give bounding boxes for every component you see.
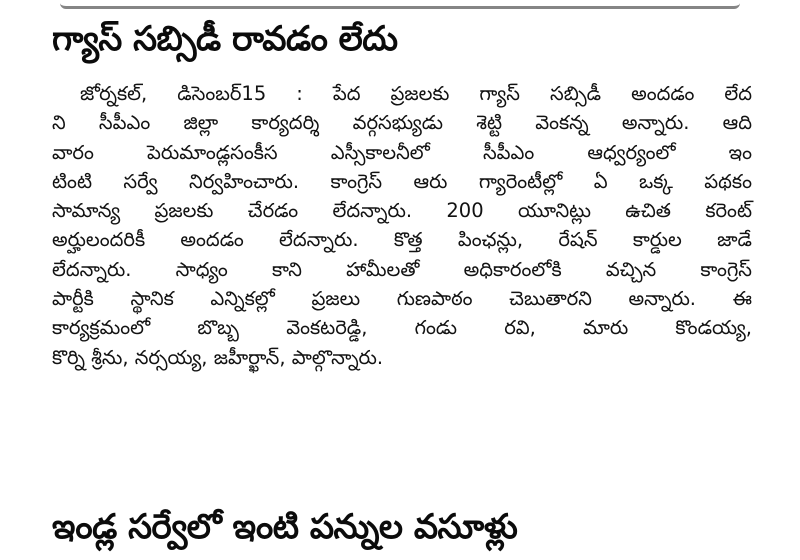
clipped-text-fragment: [60, 0, 740, 9]
article-line: ని సీపీఎం జిల్లా కార్యదర్శి వర్గసభ్యుడు శెట్టి వెంకన్న అన్నారు. ఆది: [52, 111, 752, 135]
article-line: కార్యక్రమంలో బొబ్బ వెంకటరెడ్డి, గండు రవి, మారు కొండయ్య,: [52, 316, 752, 340]
article-line: కొర్ని శ్రీను, నర్సయ్య, జహీర్ఖాన్, పాల్గొన్నారు.: [52, 345, 384, 369]
article-line: అర్హులందరికీ అందడం లేదన్నారు. కొత్త పింఛన్లు, రేషన్ కార్డుల జాడే: [52, 228, 752, 252]
article-line: వారం పెరుమాండ్లసంకీస ఎస్సీకాలనీలో సీపీఎం ఆధ్వర్యంలో ఇం: [52, 140, 752, 164]
article-headline: గ్యాస్ సబ్సిడీ రావడం లేదు: [52, 19, 398, 59]
article-line: పార్టీకి స్థానిక ఎన్నికల్లో ప్రజలు గుణపాఠం చెబుతారని అన్నారు. ఈ: [52, 287, 752, 311]
article-line: లేదన్నారు. సాధ్యం కాని హామీలతో అధికారంలోకి వచ్చిన కాంగ్రెస్: [52, 257, 752, 281]
article-line: టింటి సర్వే నిర్వహించారు. కాంగ్రెస్ ఆరు గ్యారెంటీల్లో ఏ ఒక్క పథకం: [52, 169, 752, 193]
article-line: జోర్నకల్, డిసెంబర్15 : పేద ప్రజలకు గ్యాస్ సబ్సిడీ అందడం లేద: [80, 82, 752, 105]
next-article-headline: ఇండ్ల సర్వేలో ఇంటి పన్నుల వసూళ్లు: [52, 507, 518, 547]
previous-article-clipped-text: [0, 0, 800, 14]
article-line: సామాన్య ప్రజలకు చేరడం లేదన్నారు. 200 యూనిట్లు ఉచిత కరెంట్: [52, 199, 752, 223]
article-body: [52, 79, 752, 372]
